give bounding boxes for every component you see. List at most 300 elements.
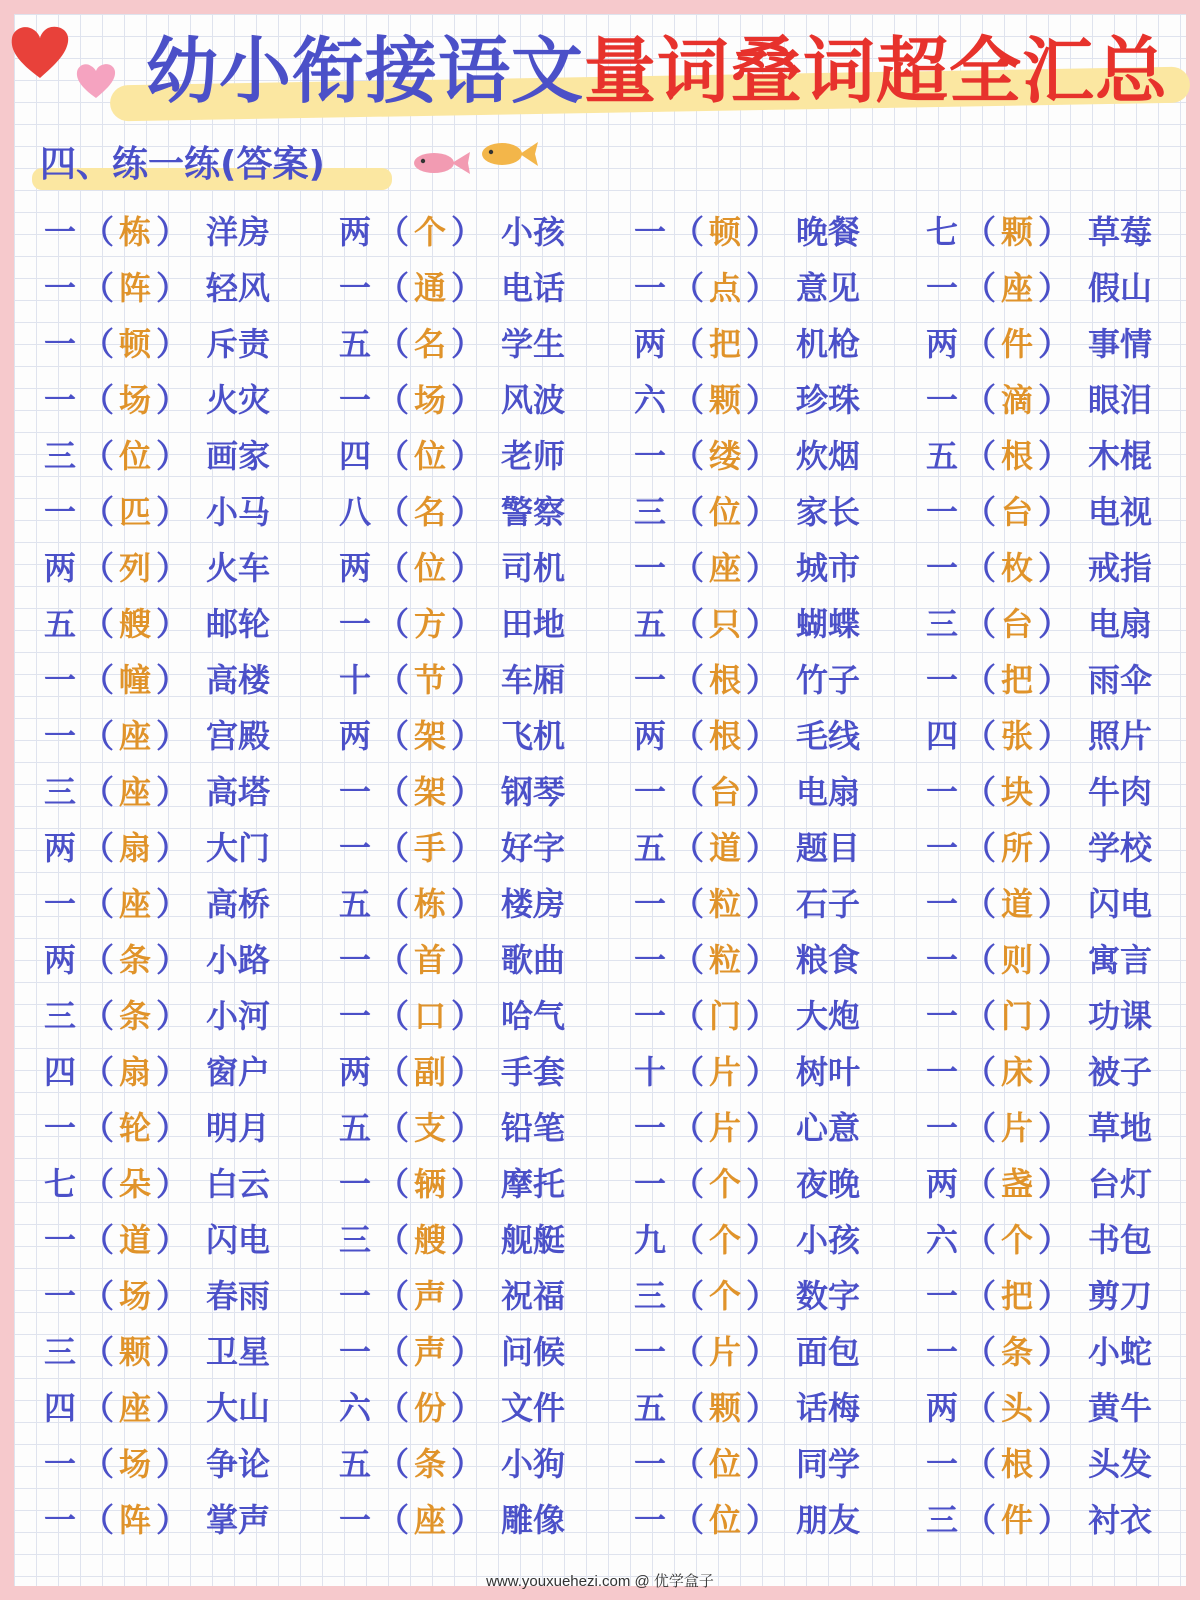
measure-word: 粒 — [709, 941, 742, 979]
measure-word: 道 — [119, 1221, 152, 1259]
measure-word: 阵 — [119, 1501, 152, 1539]
answer-row — [38, 1042, 338, 1098]
measure-word: 片 — [1001, 1109, 1034, 1147]
paren-close: ） — [156, 1445, 189, 1483]
measure-word: 通 — [414, 269, 447, 307]
paren-open: （ — [82, 213, 115, 251]
paren-open: （ — [672, 493, 705, 531]
paren-open: （ — [82, 829, 115, 867]
noun-word: 草莓 — [1088, 213, 1153, 251]
noun-word: 小河 — [206, 997, 271, 1035]
number-word: 两 — [338, 549, 371, 587]
measure-word: 朵 — [119, 1165, 152, 1203]
answer-row — [628, 1098, 928, 1154]
paren-open: （ — [672, 549, 705, 587]
measure-word: 架 — [414, 717, 447, 755]
paren-close: ） — [451, 1333, 484, 1371]
paren-close: ） — [156, 1109, 189, 1147]
paren-open: （ — [672, 269, 705, 307]
number-word: 一 — [633, 885, 666, 923]
paren-close: ） — [451, 549, 484, 587]
measure-word: 列 — [119, 549, 152, 587]
paren-open: （ — [672, 1053, 705, 1091]
paren-open: （ — [377, 493, 410, 531]
paren-open: （ — [964, 381, 997, 419]
measure-word: 颗 — [1001, 213, 1034, 251]
paren-open: （ — [377, 1221, 410, 1259]
noun-word: 戒指 — [1088, 549, 1153, 587]
paren-open: （ — [672, 605, 705, 643]
noun-word: 书包 — [1088, 1221, 1153, 1259]
answer-row — [38, 314, 338, 370]
answer-row — [920, 818, 1200, 874]
measure-word: 方 — [414, 605, 447, 643]
noun-word: 小孩 — [501, 213, 566, 251]
paren-close: ） — [746, 717, 779, 755]
paren-close: ） — [1038, 717, 1071, 755]
paren-open: （ — [964, 1053, 997, 1091]
number-word: 一 — [925, 549, 958, 587]
answer-row — [333, 874, 633, 930]
answer-row — [38, 1210, 338, 1266]
answer-row — [628, 258, 928, 314]
answer-row — [38, 1378, 338, 1434]
noun-word: 闪电 — [206, 1221, 271, 1259]
paren-open: （ — [672, 829, 705, 867]
number-word: 一 — [43, 1445, 76, 1483]
noun-word: 剪刀 — [1088, 1277, 1153, 1315]
measure-word: 个 — [414, 213, 447, 251]
number-word: 一 — [925, 941, 958, 979]
answer-row — [333, 258, 633, 314]
noun-word: 火灾 — [206, 381, 271, 419]
measure-word: 床 — [1001, 1053, 1034, 1091]
measure-word: 节 — [414, 661, 447, 699]
number-word: 两 — [338, 1053, 371, 1091]
number-word: 七 — [43, 1165, 76, 1203]
noun-word: 面包 — [796, 1333, 861, 1371]
answer-row — [920, 426, 1200, 482]
measure-word: 声 — [414, 1333, 447, 1371]
noun-word: 宫殿 — [206, 717, 271, 755]
measure-word: 轮 — [119, 1109, 152, 1147]
paren-close: ） — [746, 493, 779, 531]
paren-open: （ — [82, 1501, 115, 1539]
paren-open: （ — [377, 829, 410, 867]
paren-close: ） — [451, 1389, 484, 1427]
noun-word: 珍珠 — [796, 381, 861, 419]
noun-word: 高塔 — [206, 773, 271, 811]
number-word: 一 — [338, 1165, 371, 1203]
page-title — [146, 26, 1186, 116]
paren-open: （ — [82, 1389, 115, 1427]
paren-close: ） — [156, 269, 189, 307]
noun-word: 眼泪 — [1088, 381, 1153, 419]
number-word: 一 — [43, 1221, 76, 1259]
number-word: 一 — [925, 997, 958, 1035]
answer-row — [628, 1322, 928, 1378]
paren-open: （ — [82, 773, 115, 811]
number-word: 一 — [338, 605, 371, 643]
paren-open: （ — [672, 661, 705, 699]
answer-row — [628, 594, 928, 650]
answer-row — [38, 930, 338, 986]
number-word: 一 — [43, 885, 76, 923]
measure-word: 场 — [414, 381, 447, 419]
measure-word: 场 — [119, 381, 152, 419]
paren-open: （ — [82, 437, 115, 475]
answer-row — [333, 538, 633, 594]
measure-word: 座 — [119, 1389, 152, 1427]
paren-open: （ — [377, 1445, 410, 1483]
paren-open: （ — [377, 1165, 410, 1203]
number-word: 一 — [338, 773, 371, 811]
number-word: 一 — [925, 885, 958, 923]
answer-row — [333, 1266, 633, 1322]
paren-close: ） — [1038, 661, 1071, 699]
paren-close: ） — [1038, 1333, 1071, 1371]
paren-open: （ — [672, 1333, 705, 1371]
answer-row — [920, 314, 1200, 370]
noun-word: 摩托 — [501, 1165, 566, 1203]
paren-close: ） — [451, 381, 484, 419]
paren-open: （ — [964, 1221, 997, 1259]
answer-row — [628, 1042, 928, 1098]
noun-word: 家长 — [796, 493, 861, 531]
paren-open: （ — [964, 1165, 997, 1203]
noun-word: 电视 — [1088, 493, 1153, 531]
paren-open: （ — [377, 605, 410, 643]
number-word: 一 — [633, 269, 666, 307]
paren-open: （ — [377, 381, 410, 419]
paren-open: （ — [964, 437, 997, 475]
answer-row — [333, 1042, 633, 1098]
paren-close: ） — [451, 885, 484, 923]
measure-word: 个 — [709, 1221, 742, 1259]
noun-word: 卫星 — [206, 1333, 271, 1371]
measure-word: 栋 — [119, 213, 152, 251]
noun-word: 雕像 — [501, 1501, 566, 1539]
answer-row — [333, 314, 633, 370]
measure-word: 张 — [1001, 717, 1034, 755]
title-part-1: 幼小衔接语文 — [146, 29, 585, 113]
noun-word: 意见 — [796, 269, 861, 307]
number-word: 一 — [925, 1277, 958, 1315]
measure-word: 条 — [414, 1445, 447, 1483]
number-word: 两 — [43, 941, 76, 979]
number-word: 一 — [633, 661, 666, 699]
number-word: 三 — [925, 605, 958, 643]
answer-row — [920, 986, 1200, 1042]
number-word: 一 — [43, 493, 76, 531]
noun-word: 假山 — [1088, 269, 1153, 307]
number-word: 四 — [43, 1053, 76, 1091]
answer-row — [333, 1210, 633, 1266]
paren-close: ） — [746, 549, 779, 587]
paren-open: （ — [82, 325, 115, 363]
noun-word: 竹子 — [796, 661, 861, 699]
paren-close: ） — [1038, 773, 1071, 811]
paren-close: ） — [746, 1333, 779, 1371]
noun-word: 大炮 — [796, 997, 861, 1035]
noun-word: 炊烟 — [796, 437, 861, 475]
noun-word: 大山 — [206, 1389, 271, 1427]
measure-word: 位 — [414, 437, 447, 475]
paren-close: ） — [1038, 325, 1071, 363]
noun-word: 洋房 — [206, 213, 271, 251]
number-word: 一 — [43, 661, 76, 699]
paren-close: ） — [1038, 1053, 1071, 1091]
paren-close: ） — [1038, 1221, 1071, 1259]
noun-word: 被子 — [1088, 1053, 1153, 1091]
answer-row — [920, 1322, 1200, 1378]
paren-open: （ — [377, 941, 410, 979]
number-word: 一 — [633, 773, 666, 811]
number-word: 一 — [633, 1333, 666, 1371]
answer-row — [920, 1378, 1200, 1434]
noun-word: 衬衣 — [1088, 1501, 1153, 1539]
answer-row — [38, 538, 338, 594]
answer-row — [628, 1434, 928, 1490]
measure-word: 位 — [119, 437, 152, 475]
noun-word: 电扇 — [1088, 605, 1153, 643]
answer-row — [920, 370, 1200, 426]
number-word: 一 — [925, 1053, 958, 1091]
answer-row — [628, 1378, 928, 1434]
paren-open: （ — [377, 549, 410, 587]
noun-word: 春雨 — [206, 1277, 271, 1315]
paren-close: ） — [156, 661, 189, 699]
answer-row — [333, 650, 633, 706]
paren-open: （ — [82, 1333, 115, 1371]
paren-close: ） — [1038, 941, 1071, 979]
measure-word: 手 — [414, 829, 447, 867]
number-word: 五 — [633, 1389, 666, 1427]
answer-row — [920, 706, 1200, 762]
paren-close: ） — [156, 437, 189, 475]
measure-word: 根 — [709, 717, 742, 755]
noun-word: 哈气 — [501, 997, 566, 1035]
answer-row — [628, 762, 928, 818]
answer-row — [333, 594, 633, 650]
paren-open: （ — [377, 325, 410, 363]
measure-word: 门 — [709, 997, 742, 1035]
noun-word: 小马 — [206, 493, 271, 531]
measure-word: 声 — [414, 1277, 447, 1315]
number-word: 一 — [925, 269, 958, 307]
paren-open: （ — [377, 717, 410, 755]
number-word: 一 — [633, 941, 666, 979]
measure-word: 颗 — [119, 1333, 152, 1371]
measure-word: 条 — [119, 941, 152, 979]
paren-open: （ — [82, 493, 115, 531]
number-word: 九 — [633, 1221, 666, 1259]
paren-open: （ — [964, 829, 997, 867]
noun-word: 大门 — [206, 829, 271, 867]
measure-word: 扇 — [119, 1053, 152, 1091]
paren-close: ） — [1038, 1165, 1071, 1203]
number-word: 一 — [925, 1445, 958, 1483]
number-word: 两 — [338, 213, 371, 251]
number-word: 一 — [338, 269, 371, 307]
answer-row — [38, 874, 338, 930]
paren-close: ） — [156, 381, 189, 419]
answer-row — [38, 1266, 338, 1322]
measure-word: 门 — [1001, 997, 1034, 1035]
number-word: 六 — [633, 381, 666, 419]
number-word: 五 — [633, 829, 666, 867]
answer-row — [333, 1434, 633, 1490]
answer-row — [920, 762, 1200, 818]
measure-word: 所 — [1001, 829, 1034, 867]
paren-close: ） — [746, 941, 779, 979]
paren-close: ） — [746, 1221, 779, 1259]
number-word: 一 — [338, 997, 371, 1035]
number-word: 一 — [633, 1501, 666, 1539]
section-heading: 四、练一练(答案) — [40, 144, 325, 185]
number-word: 三 — [43, 773, 76, 811]
answer-column — [920, 202, 1200, 1546]
paren-open: （ — [377, 1053, 410, 1091]
answer-row — [920, 1490, 1200, 1546]
paren-open: （ — [82, 661, 115, 699]
paren-open: （ — [672, 941, 705, 979]
noun-word: 朋友 — [796, 1501, 861, 1539]
paren-close: ） — [746, 605, 779, 643]
noun-word: 晚餐 — [796, 213, 861, 251]
paren-open: （ — [672, 885, 705, 923]
answer-row — [628, 650, 928, 706]
paren-open: （ — [964, 1109, 997, 1147]
paren-open: （ — [377, 213, 410, 251]
measure-word: 片 — [709, 1333, 742, 1371]
noun-word: 问候 — [501, 1333, 566, 1371]
noun-word: 舰艇 — [501, 1221, 566, 1259]
paren-close: ） — [451, 773, 484, 811]
paren-close: ） — [746, 885, 779, 923]
paren-close: ） — [746, 213, 779, 251]
answer-row — [920, 650, 1200, 706]
paren-close: ） — [1038, 1501, 1071, 1539]
answer-row — [333, 986, 633, 1042]
paren-open: （ — [377, 885, 410, 923]
noun-word: 明月 — [206, 1109, 271, 1147]
number-word: 五 — [338, 325, 371, 363]
noun-word: 小路 — [206, 941, 271, 979]
paren-close: ） — [746, 1277, 779, 1315]
paren-close: ） — [156, 885, 189, 923]
paren-close: ） — [746, 1445, 779, 1483]
paren-open: （ — [377, 997, 410, 1035]
paren-open: （ — [964, 493, 997, 531]
paren-close: ） — [1038, 437, 1071, 475]
paren-open: （ — [672, 717, 705, 755]
answer-row — [38, 202, 338, 258]
measure-word: 颗 — [709, 381, 742, 419]
paren-close: ） — [451, 437, 484, 475]
noun-word: 木棍 — [1088, 437, 1153, 475]
measure-word: 根 — [1001, 1445, 1034, 1483]
paren-open: （ — [672, 997, 705, 1035]
paren-open: （ — [377, 1333, 410, 1371]
noun-word: 画家 — [206, 437, 271, 475]
number-word: 三 — [633, 1277, 666, 1315]
paren-open: （ — [672, 325, 705, 363]
paren-open: （ — [672, 437, 705, 475]
answer-row — [333, 1378, 633, 1434]
noun-word: 好字 — [501, 829, 566, 867]
paren-close: ） — [156, 1501, 189, 1539]
number-word: 一 — [925, 1109, 958, 1147]
answer-row — [333, 930, 633, 986]
measure-word: 名 — [414, 493, 447, 531]
paren-open: （ — [82, 885, 115, 923]
measure-word: 台 — [709, 773, 742, 811]
paren-open: （ — [377, 269, 410, 307]
paren-close: ） — [1038, 1277, 1071, 1315]
number-word: 三 — [633, 493, 666, 531]
measure-word: 缕 — [709, 437, 742, 475]
measure-word: 艘 — [119, 605, 152, 643]
paren-open: （ — [82, 1053, 115, 1091]
noun-word: 小孩 — [796, 1221, 861, 1259]
answer-row — [628, 706, 928, 762]
paren-close: ） — [156, 1053, 189, 1091]
noun-word: 牛肉 — [1088, 773, 1153, 811]
answer-row — [628, 1210, 928, 1266]
noun-word: 飞机 — [501, 717, 566, 755]
paren-open: （ — [964, 1389, 997, 1427]
paren-close: ） — [156, 493, 189, 531]
paren-close: ） — [451, 1501, 484, 1539]
noun-word: 雨伞 — [1088, 661, 1153, 699]
measure-word: 场 — [119, 1277, 152, 1315]
measure-word: 点 — [709, 269, 742, 307]
number-word: 十 — [633, 1053, 666, 1091]
answer-row — [38, 258, 338, 314]
measure-word: 座 — [709, 549, 742, 587]
paren-open: （ — [964, 1445, 997, 1483]
answer-row — [333, 482, 633, 538]
measure-word: 头 — [1001, 1389, 1034, 1427]
paren-close: ） — [451, 605, 484, 643]
paren-close: ） — [451, 829, 484, 867]
noun-word: 小狗 — [501, 1445, 566, 1483]
noun-word: 寓言 — [1088, 941, 1153, 979]
answer-row — [920, 1042, 1200, 1098]
number-word: 四 — [925, 717, 958, 755]
noun-word: 头发 — [1088, 1445, 1153, 1483]
number-word: 一 — [43, 325, 76, 363]
answer-row — [333, 1154, 633, 1210]
number-word: 一 — [338, 941, 371, 979]
measure-word: 个 — [709, 1165, 742, 1203]
noun-word: 钢琴 — [501, 773, 566, 811]
answer-row — [38, 986, 338, 1042]
noun-word: 邮轮 — [206, 605, 271, 643]
answer-row — [628, 986, 928, 1042]
answer-row — [628, 426, 928, 482]
answer-row — [38, 1490, 338, 1546]
paren-close: ） — [746, 437, 779, 475]
measure-word: 匹 — [119, 493, 152, 531]
paren-close: ） — [746, 1501, 779, 1539]
answer-row — [333, 202, 633, 258]
number-word: 五 — [925, 437, 958, 475]
number-word: 一 — [43, 1109, 76, 1147]
noun-word: 闪电 — [1088, 885, 1153, 923]
number-word: 八 — [338, 493, 371, 531]
